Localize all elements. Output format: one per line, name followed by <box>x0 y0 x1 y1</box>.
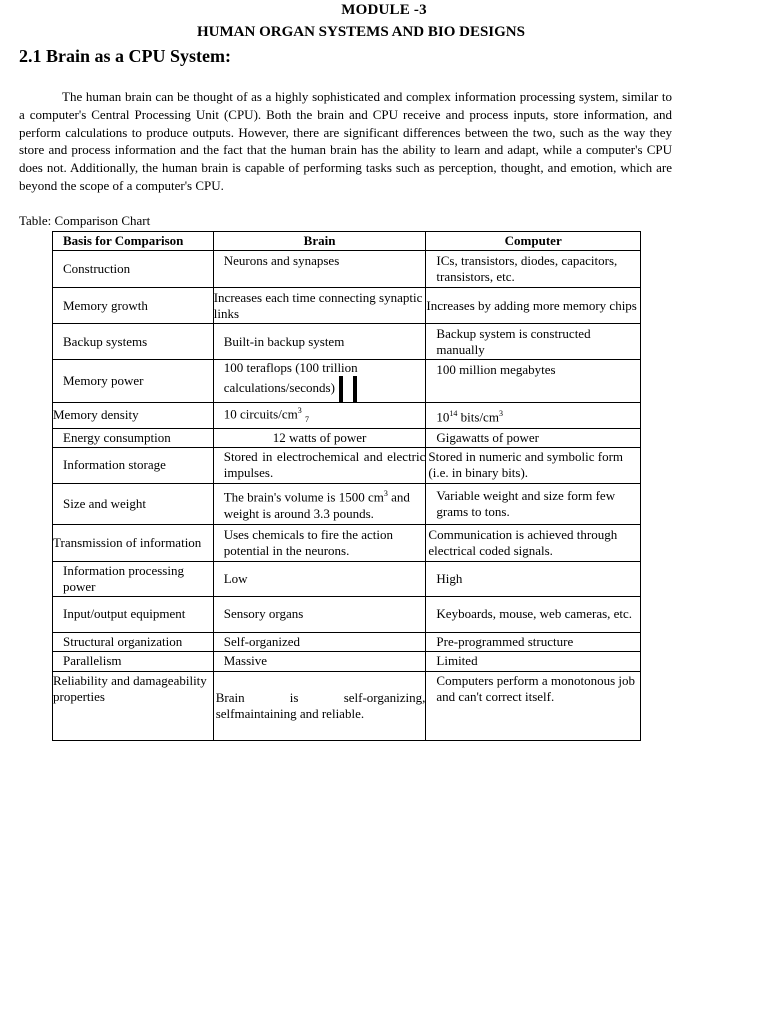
computer-cell: Variable weight and size form few grams to tons. <box>426 483 641 524</box>
module-title: MODULE -3 <box>341 2 427 18</box>
brain-cell: Neurons and synapses <box>213 251 426 288</box>
basis-cell: Transmission of information <box>53 524 214 561</box>
brain-cell-text: 10 circuits/cm <box>223 406 298 422</box>
computer-cell: Gigawatts of power <box>426 428 641 447</box>
basis-cell: Size and weight <box>53 483 214 524</box>
brain-cell: Low <box>213 561 426 596</box>
brain-cell: Built-in backup system <box>213 324 426 360</box>
brain-superscript: 3 <box>383 489 388 499</box>
basis-cell: Reliability and damageability properties <box>53 671 214 740</box>
brain-cell-text: The brain's volume is 1500 cm <box>223 489 384 505</box>
computer-cell: High <box>426 561 641 596</box>
basis-cell: Information processing power <box>53 561 214 596</box>
computer-cell: Communication is achieved through electrical coded signals. <box>426 524 641 561</box>
header-basis: Basis for Comparison <box>53 232 214 251</box>
brain-cell <box>213 403 426 429</box>
header-computer: Computer <box>426 232 641 251</box>
basis-cell: Memory density <box>53 403 214 429</box>
computer-cell-tail: bits/cm <box>457 409 499 425</box>
table-row <box>53 651 641 671</box>
table-row <box>53 447 641 483</box>
table-row <box>53 360 641 403</box>
brain-cell: Brain is self-organizing, selfmaintaining and reliable. <box>213 671 426 740</box>
basis-cell: Information storage <box>53 447 214 483</box>
basis-cell: Input/output equipment <box>53 596 214 632</box>
basis-cell: Memory growth <box>53 288 214 324</box>
table-row <box>53 596 641 632</box>
computer-cell: Limited <box>426 651 641 671</box>
brain-cell: Stored in electrochemical and electric impulses. <box>213 447 426 483</box>
computer-cell: Pre-programmed structure <box>426 632 641 651</box>
computer-superscript: 14 <box>449 408 458 418</box>
brain-cell <box>213 360 426 403</box>
table-row <box>53 403 641 429</box>
computer-superscript-2: 3 <box>498 408 503 418</box>
brain-cell-tail: and weight is around 3.3 pounds. <box>223 489 410 521</box>
table-row <box>53 428 641 447</box>
basis-cell: Energy consumption <box>53 428 214 447</box>
brain-cell: Sensory organs <box>213 596 426 632</box>
column-marker-icon <box>339 376 357 402</box>
computer-cell: Computers perform a monotonous job and can't correct itself. <box>426 671 641 740</box>
brain-cell-text: 100 teraflops (100 trillion calculations/seconds) <box>223 360 358 395</box>
table-row <box>53 632 641 651</box>
header-brain: Brain <box>213 232 426 251</box>
computer-cell: Keyboards, mouse, web cameras, etc. <box>426 596 641 632</box>
brain-cell: 12 watts of power <box>213 428 426 447</box>
intro-paragraph: The human brain can be thought of as a highly sophisticated and complex information processing system, similar to a computer's Central Processing Unit (CPU). Both the brain and CPU receive and process inputs, store information, and perform calculations to produce outputs. However, there are significant differences between the two, such as the way they store and process information and the fact that the human brain has the ability to learn and adapt, while a computer's CPU does not. Additionally, the human brain is capable of performing tasks such as perception, thought, and emotion, which are beyond the scope of a computer's CPU. <box>19 89 672 193</box>
computer-cell <box>426 403 641 429</box>
computer-cell: 100 million megabytes <box>426 360 641 403</box>
section-heading: 2.1 Brain as a CPU System: <box>19 46 231 66</box>
table-header-row <box>53 232 641 251</box>
brain-cell: Increases each time connecting synaptic links <box>213 288 426 324</box>
basis-cell: Memory power <box>53 360 214 403</box>
table-row <box>53 288 641 324</box>
comparison-table <box>52 231 641 741</box>
table-row <box>53 483 641 524</box>
brain-superscript: 3 <box>297 406 302 415</box>
brain-cell <box>213 483 426 524</box>
brain-cell: Self-organized <box>213 632 426 651</box>
table-row <box>53 524 641 561</box>
basis-cell: Backup systems <box>53 324 214 360</box>
computer-cell: Stored in numeric and symbolic form (i.e. in binary bits). <box>426 447 641 483</box>
basis-cell: Structural organization <box>53 632 214 651</box>
module-subtitle: HUMAN ORGAN SYSTEMS AND BIO DESIGNS <box>197 24 525 40</box>
table-row <box>53 671 641 740</box>
table-row <box>53 251 641 288</box>
brain-cell: Uses chemicals to fire the action potential in the neurons. <box>213 524 426 561</box>
basis-cell: Construction <box>53 251 214 288</box>
computer-cell: Increases by adding more memory chips <box>426 288 641 324</box>
table-row <box>53 561 641 596</box>
brain-cell: Massive <box>213 651 426 671</box>
brain-subscript: 7 <box>304 414 309 424</box>
basis-cell: Parallelism <box>53 651 214 671</box>
table-row <box>53 324 641 360</box>
computer-cell-text: 10 <box>436 409 450 425</box>
table-caption: Table: Comparison Chart <box>19 213 151 228</box>
computer-cell: ICs, transistors, diodes, capacitors, transistors, etc. <box>426 251 641 288</box>
computer-cell: Backup system is constructed manually <box>426 324 641 360</box>
